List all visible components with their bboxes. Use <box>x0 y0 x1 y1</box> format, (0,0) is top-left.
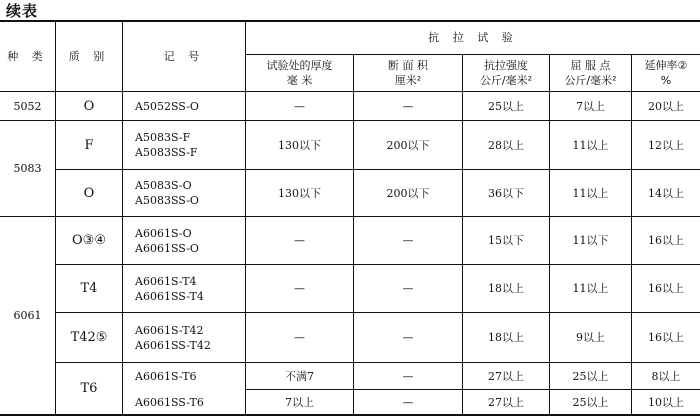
thickness-6061-t6-a: 不满7 <box>285 369 314 383</box>
header-designation: 记 号 <box>163 49 205 63</box>
code-a6061s-t6: A6061S-T6 <box>135 369 197 383</box>
yield-6061-t6-a: 25以上 <box>572 369 609 383</box>
code-a5083ss-f: A5083SS-F <box>135 146 198 159</box>
code-a6061s-t4: A6061S-T4 <box>135 274 197 288</box>
yield-6061-t42: 9以上 <box>576 331 605 344</box>
code-a6061s-t42: A6061S-T42 <box>135 323 204 337</box>
code-a6061s-o: A6061S-O <box>135 226 192 240</box>
header-strength <box>463 55 549 91</box>
thickness-5083-o: 130以下 <box>278 186 321 200</box>
table-caption: 续表 <box>6 2 39 20</box>
thickness-6061-t4: — <box>294 282 305 295</box>
header-strength-label: 抗拉强度 <box>484 59 528 72</box>
thickness-6061-o: — <box>294 234 305 247</box>
header-elongation <box>632 55 700 91</box>
header-yield-unit: 公斤/毫米² <box>564 74 617 87</box>
temper-6061-t42: T42⑤ <box>70 330 108 345</box>
thickness-6061-t6-b: 7以上 <box>285 395 314 409</box>
temper-5083-o: O <box>83 185 95 201</box>
code-a6061ss-t6: A6061SS-T6 <box>135 395 204 409</box>
area-6061-o: — <box>402 234 414 247</box>
header-tensile-test: 抗 拉 试 验 <box>428 31 518 44</box>
header-yield <box>550 55 631 91</box>
strength-5052: 25以上 <box>488 99 524 113</box>
code-a5052ss-o: A5052SS-O <box>135 99 199 113</box>
yield-5052: 7以上 <box>576 99 605 113</box>
area-5052: — <box>402 99 414 113</box>
header-thickness <box>246 55 353 91</box>
header-area <box>354 55 462 91</box>
yield-6061-t6-b: 25以上 <box>572 395 609 409</box>
type-6061: 6061 <box>13 309 42 322</box>
yield-6061-o: 11以下 <box>572 234 609 247</box>
area-6061-t6-b: — <box>402 395 414 409</box>
codes-6061-t42 <box>135 313 245 362</box>
header-thickness-unit: 毫 米 <box>286 74 313 87</box>
temper-5052-o: O <box>83 98 95 114</box>
strength-6061-t6-b: 27以上 <box>488 395 524 409</box>
type-5052: 5052 <box>13 99 42 113</box>
code-a5083s-f: A5083S-F <box>135 131 191 144</box>
area-5083-f: 200以下 <box>386 138 430 152</box>
strength-6061-o: 15以下 <box>488 234 524 247</box>
elongation-6061-t4: 16以上 <box>648 282 684 295</box>
elongation-6061-t42: 16以上 <box>648 331 684 344</box>
codes-5083-o <box>135 170 245 216</box>
codes-6061-t4 <box>135 265 245 312</box>
elongation-5083-o: 14以上 <box>648 186 684 200</box>
header-area-label: 断 面 积 <box>388 59 428 72</box>
code-a5083s-o: A5083S-O <box>135 179 192 192</box>
header-elongation-label: 延伸率② <box>644 59 688 72</box>
code-a5083ss-o: A5083SS-O <box>135 194 199 207</box>
code-a6061ss-t42: A6061SS-T42 <box>135 338 211 352</box>
thickness-6061-t42: — <box>294 331 305 344</box>
area-5083-o: 200以下 <box>386 186 430 200</box>
temper-6061-o: O③④ <box>72 233 106 248</box>
codes-6061-o <box>135 217 245 264</box>
area-6061-t6-a: — <box>402 369 414 383</box>
yield-6061-t4: 11以上 <box>572 282 609 295</box>
header-yield-label: 屈 服 点 <box>570 59 611 72</box>
codes-5083-f <box>135 121 245 169</box>
table-bottom-rule <box>0 414 700 416</box>
header-strength-unit: 公斤/毫米² <box>479 74 533 87</box>
strength-5083-f: 28以上 <box>488 138 524 152</box>
header-area-unit: 厘米² <box>394 74 422 87</box>
thickness-5052: — <box>294 99 305 113</box>
type-5083: 5083 <box>13 162 42 175</box>
elongation-6061-t6-b: 10以上 <box>648 395 684 409</box>
elongation-5083-f: 12以上 <box>648 138 684 152</box>
temper-6061-t6: T6 <box>80 381 98 396</box>
yield-5083-f: 11以上 <box>572 138 609 152</box>
header-type: 种 类 <box>7 49 48 63</box>
strength-5083-o: 36以下 <box>488 186 524 200</box>
area-6061-t4: — <box>402 282 414 295</box>
temper-6061-t4: T4 <box>80 281 98 296</box>
header-elongation-unit: % <box>660 74 672 87</box>
thickness-5083-f: 130以下 <box>278 138 321 152</box>
area-6061-t42: — <box>402 331 414 344</box>
elongation-6061-o: 16以上 <box>648 234 684 247</box>
strength-6061-t4: 18以上 <box>488 282 524 295</box>
temper-5083-f: F <box>84 137 94 153</box>
header-thickness-label: 试验处的厚度 <box>266 59 333 72</box>
strength-6061-t42: 18以上 <box>488 331 524 344</box>
elongation-6061-t6-a: 8以上 <box>651 369 681 383</box>
header-temper: 质 别 <box>68 49 110 63</box>
code-a6061ss-t4: A6061SS-T4 <box>135 289 204 303</box>
elongation-5052: 20以上 <box>648 99 684 113</box>
strength-6061-t6-a: 27以上 <box>488 369 524 383</box>
code-a6061ss-o: A6061SS-O <box>135 241 199 255</box>
yield-5083-o: 11以上 <box>572 186 609 200</box>
